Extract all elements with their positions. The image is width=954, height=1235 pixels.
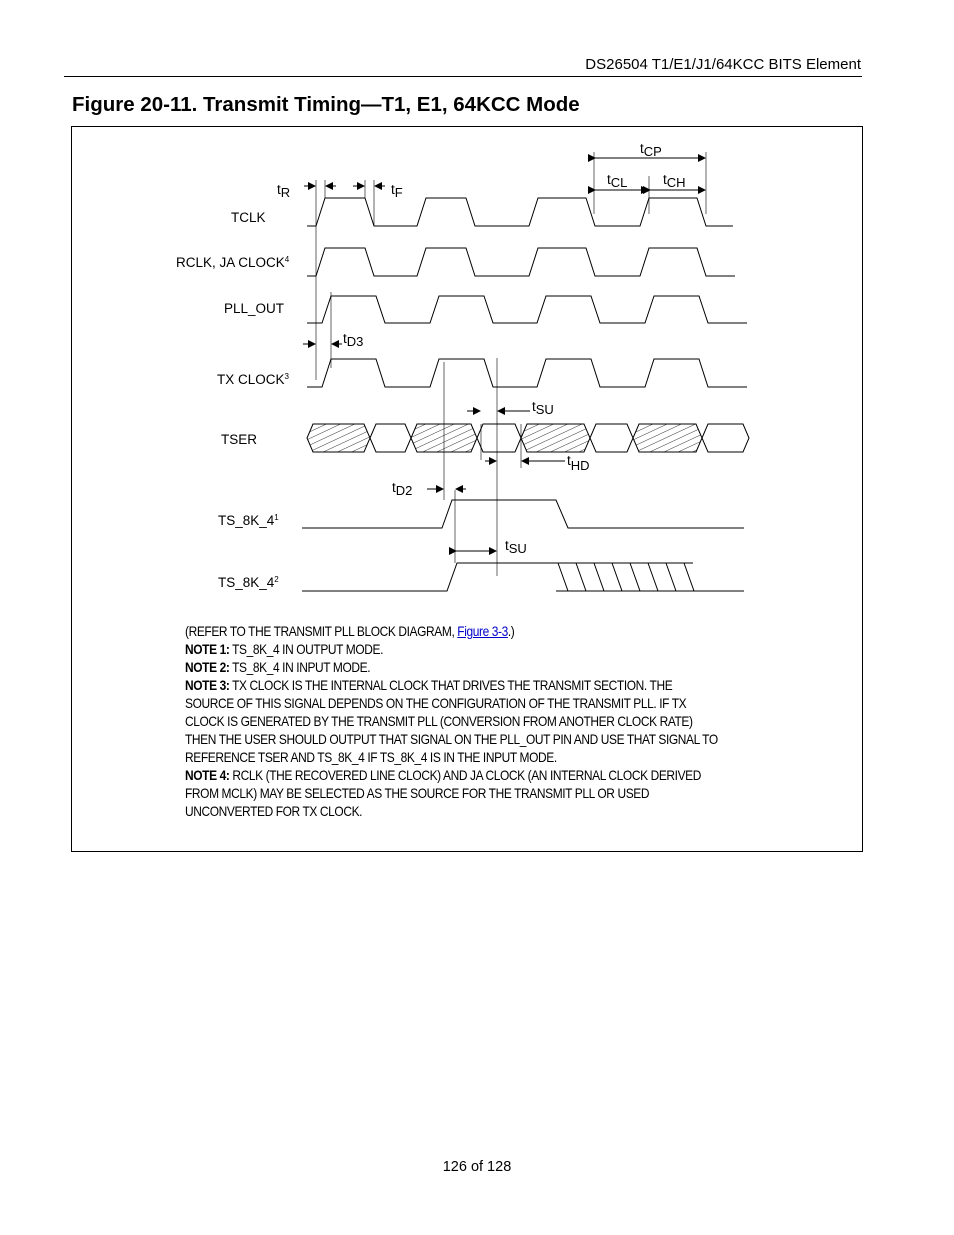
timing-arrows [303,158,705,551]
tser-waveform [307,424,749,452]
notes-intro: (REFER TO THE TRANSMIT PLL BLOCK DIAGRAM, Figure 3-3.) [185,624,515,639]
tclk-waveform [307,198,733,226]
tclk-label: TCLK [231,210,266,225]
ts8k4-input-label: $TS\_8K\_4^2$ [218,575,279,590]
note-2: NOTE 2: TS_8K_4 IN INPUT MODE. [185,660,371,675]
tx-clock-label: TX CLOCK$^3$ [217,372,289,387]
figure-title: Figure 20-11. Transmit Timing—T1, E1, 64KCC Mode [72,93,580,116]
ts8k4-input-dontcare [556,563,744,591]
document-header: DS26504 T1/E1/J1/64KCC BITS Element [585,56,861,73]
tsu2-label: tSU [505,538,527,556]
tsu-label: tSU [532,399,554,417]
ts8k4-output-waveform [302,500,744,528]
page-number: 126 of 128 [442,1159,512,1175]
note-1: NOTE 1: TS_8K_4 IN OUTPUT MODE. [185,642,384,657]
reference-lines [316,152,706,576]
figure-notes [185,623,722,821]
tf-label: tF [391,182,403,200]
pll-out-label: PLL_OUT [224,301,285,316]
rclk-label: RCLK, JA CLOCK$^4$ [176,255,290,270]
pll-out-waveform [307,296,747,323]
tcl-label: tCL [607,172,628,190]
tser-label: TSER [221,432,258,447]
tx-clock-waveform [307,359,747,387]
ts8k4-output-label: $TS\_8K\_4^1$ [218,513,279,528]
note-4: NOTE 4: RCLK (THE RECOVERED LINE CLOCK) AND JA CLOCK (AN INTERNAL CLOCK DERIVED FROM MCLK) MAY BE SELECTED AS THE SOURCE FOR THE TRANSMIT PLL OR USED UNCONVERTED FOR TX CLOCK. [185,768,702,819]
tch-label: tCH [663,172,686,190]
tr-label: tR [277,182,291,200]
tcp-label: tCP [640,141,662,159]
ts8k4-input-waveform [302,563,556,591]
thd-label: tHD [567,453,590,473]
figure-3-3-link[interactable]: Figure 3-3 [457,624,508,639]
td2-label: tD2 [392,480,413,498]
rclk-waveform [307,248,735,276]
td3-label: tD3 [343,331,364,349]
note-3: NOTE 3: TX CLOCK IS THE INTERNAL CLOCK THAT DRIVES THE TRANSMIT SECTION. THE SOURCE OF THIS SIGNAL DEPENDS ON THE CONFIGURATION OF THE TRANSMIT PLL. IF TX CLOCK IS GENERATED BY THE TRANSMIT PLL (CONVERSION FROM ANOTHER CLOCK RATE) THEN THE USER SHOULD OUTPUT THAT SIGNAL ON THE PLL_OUT PIN AND USE THAT SIGNAL TO REFERENCE TSER AND TS_8K_4 IF TS_8K_4 IS IN THE INPUT MODE. [185,678,718,765]
